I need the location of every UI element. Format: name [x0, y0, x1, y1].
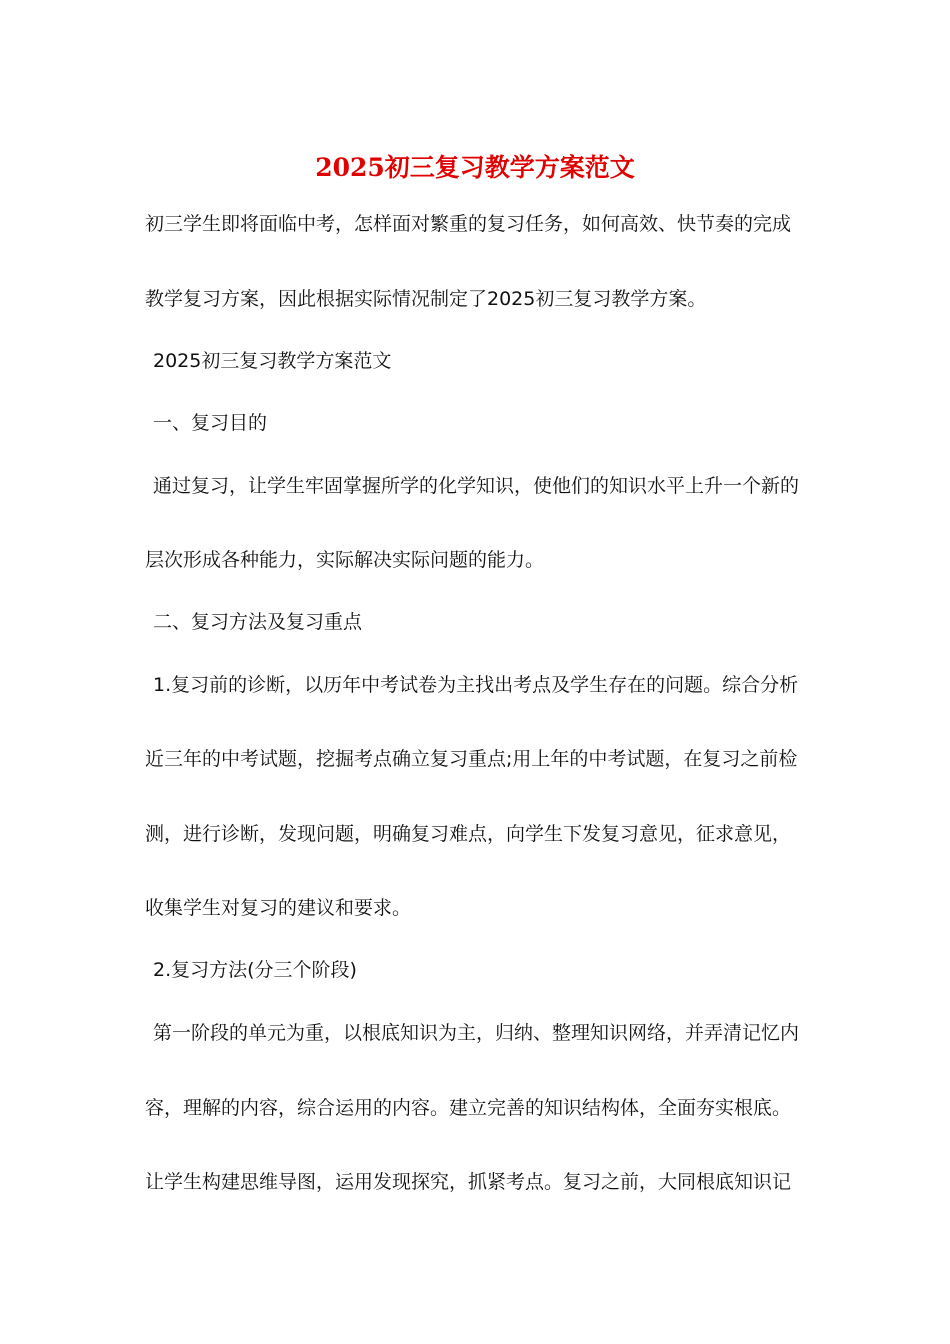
section-heading: 2.复习方法(分三个阶段) — [153, 959, 357, 981]
paragraph-line: 1.复习前的诊断，以历年中考试卷为主找出考点及学生存在的问题。综合分析 — [153, 674, 799, 696]
paragraph-line: 层次形成各种能力，实际解决实际问题的能力。 — [145, 549, 545, 571]
paragraph-line: 初三学生即将面临中考，怎样面对繁重的复习任务，如何高效、快节奏的完成 — [145, 213, 792, 235]
paragraph-line: 教学复习方案，因此根据实际情况制定了2025初三复习教学方案。 — [145, 288, 707, 310]
paragraph-line: 收集学生对复习的建议和要求。 — [145, 897, 412, 919]
document-title: 2025初三复习教学方案范文 — [315, 153, 635, 182]
paragraph-line: 测，进行诊断，发现问题，明确复习难点，向学生下发复习意见，征求意见， — [145, 823, 792, 845]
paragraph-line: 通过复习，让学生牢固掌握所学的化学知识，使他们的知识水平上升一个新的 — [153, 475, 800, 497]
paragraph-line: 让学生构建思维导图，运用发现探究，抓紧考点。复习之前，大同根底知识记 — [145, 1171, 792, 1193]
section-heading: 一、复习目的 — [153, 412, 268, 434]
section-heading: 二、复习方法及复习重点 — [153, 611, 363, 633]
paragraph-line: 第一阶段的单元为重，以根底知识为主，归纳、整理知识网络，并弄清记忆内 — [153, 1022, 800, 1044]
paragraph-line: 近三年的中考试题，挖掘考点确立复习重点;用上年的中考试题，在复习之前检 — [145, 748, 798, 770]
paragraph-line: 容，理解的内容，综合运用的内容。建立完善的知识结构体，全面夯实根底。 — [145, 1097, 792, 1119]
section-subtitle: 2025初三复习教学方案范文 — [153, 350, 392, 372]
